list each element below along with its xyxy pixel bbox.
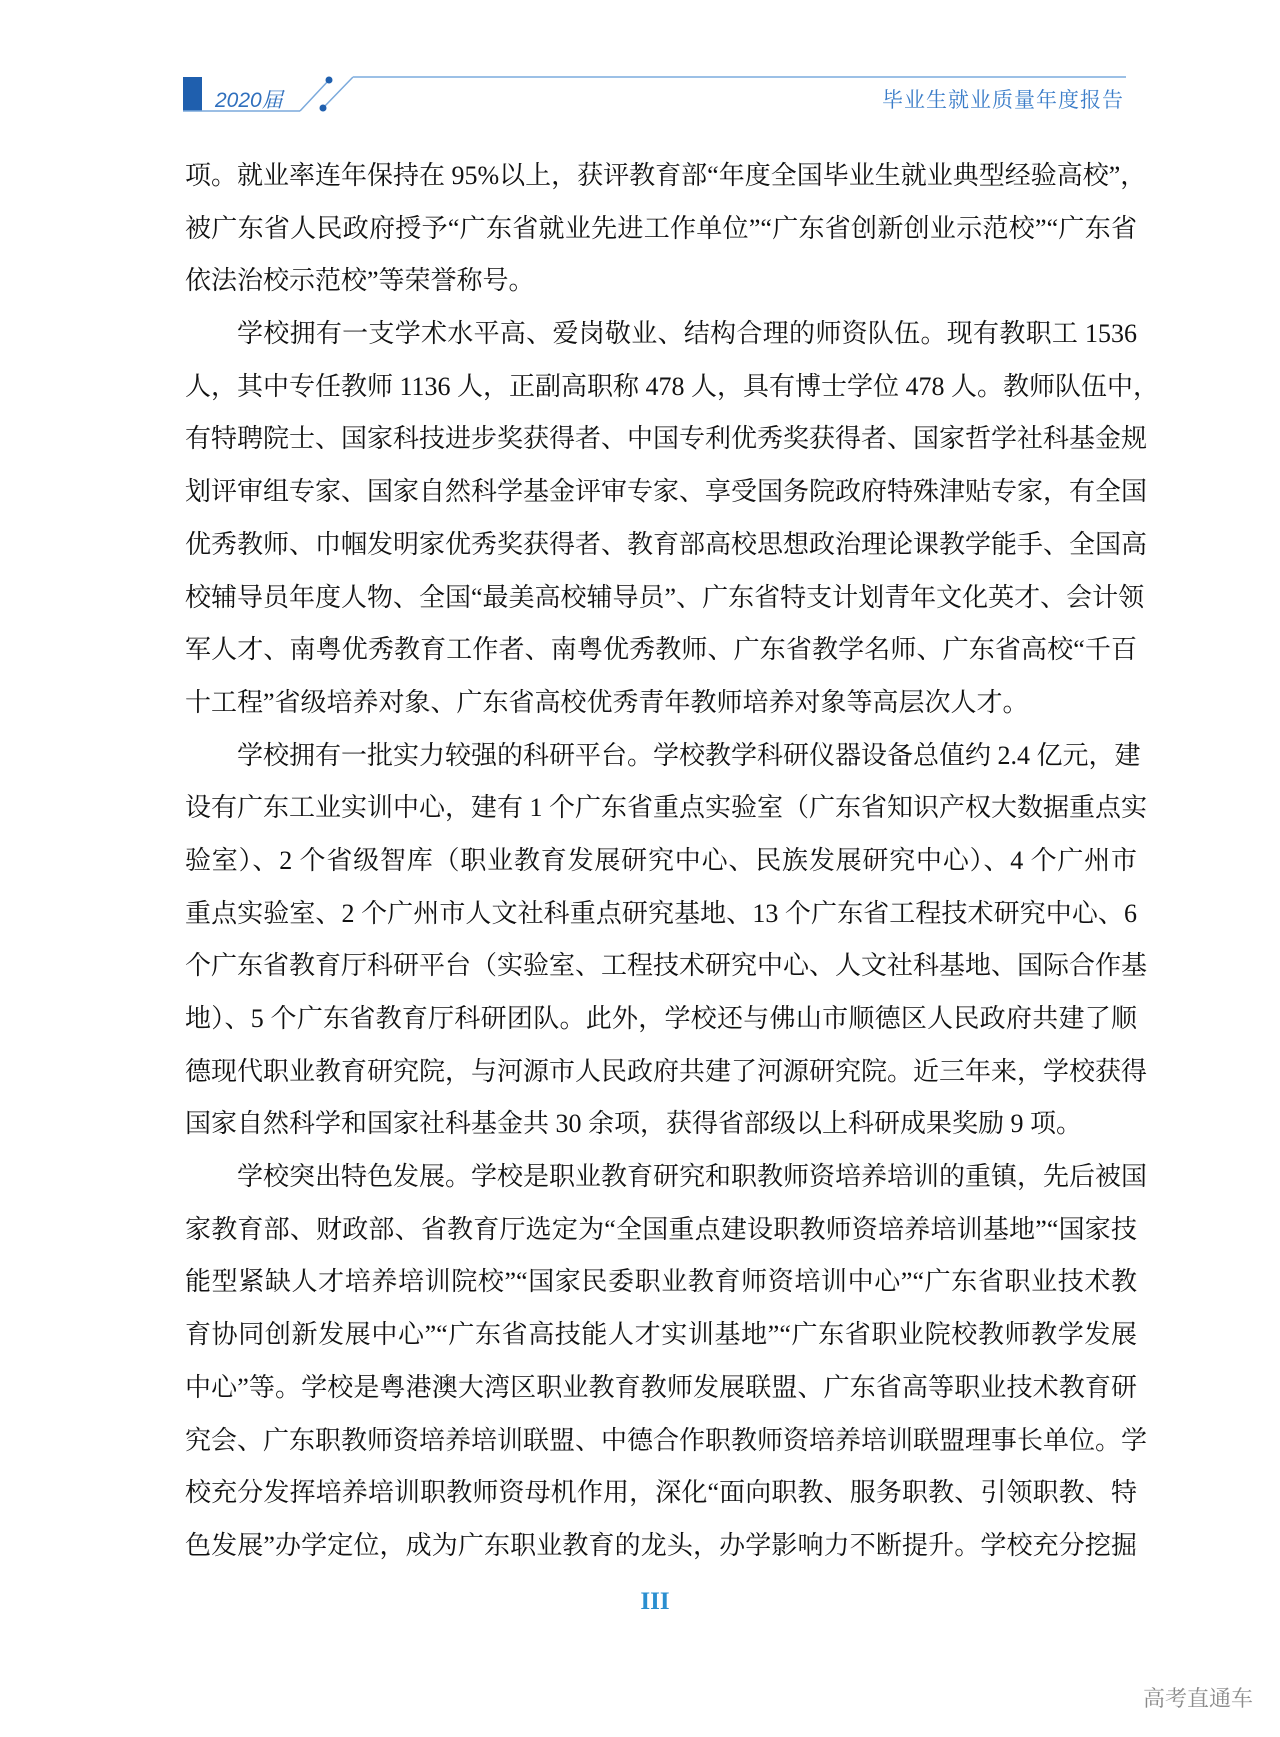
text-line: 中心”等。学校是粤港澳大湾区职业教育教师发展联盟、广东省高等职业技术教育研 bbox=[185, 1372, 1137, 1402]
text-line: 育协同创新发展中心”“广东省高技能人才实训基地”“广东省职业院校教师教学发展 bbox=[185, 1320, 1137, 1350]
text-line: 学校突出特色发展。学校是职业教育研究和职教师资培养培训的重镇，先后被国 bbox=[237, 1162, 1148, 1192]
page-number bbox=[0, 1588, 1280, 1616]
text-line: 能型紧缺人才培养培训院校”“国家民委职业教育师资培训中心”“广东省职业技术教 bbox=[185, 1267, 1137, 1297]
text-line: 个广东省教育厅科研平台（实验室、工程技术研究中心、人文社科基地、国际合作基 bbox=[185, 951, 1148, 981]
text-line: 国家自然科学和国家社科基金共 30 余项，获得省部级以上科研成果奖励 9 项。 bbox=[185, 1109, 1083, 1139]
text-line: 有特聘院士、国家科技进步奖获得者、中国专利优秀奖获得者、国家哲学社科基金规 bbox=[185, 424, 1148, 454]
text-line: 德现代职业教育研究院，与河源市人民政府共建了河源研究院。近三年来，学校获得 bbox=[185, 1056, 1148, 1086]
text-line: 被广东省人民政府授予“广东省就业先进工作单位”“广东省创新创业示范校”“广东省 bbox=[185, 213, 1137, 243]
text-line: 设有广东工业实训中心，建有 1 个广东省重点实验室（广东省知识产权大数据重点实 bbox=[185, 793, 1148, 823]
paragraph bbox=[185, 308, 1160, 730]
text-line: 划评审组专家、国家自然科学基金评审专家、享受国务院政府特殊津贴专家，有全国 bbox=[185, 477, 1148, 507]
text-line: 究会、广东职教师资培养培训联盟、中德合作职教师资培养培训联盟理事长单位。学 bbox=[185, 1425, 1148, 1455]
text-line: 家教育部、财政部、省教育厅选定为“全国重点建设职教师资培养培训基地”“国家技 bbox=[185, 1214, 1137, 1244]
header-year: 2020届 bbox=[215, 89, 283, 112]
text-line: 十工程”省级培养对象、广东省高校优秀青年教师培养对象等高层次人才。 bbox=[185, 687, 1029, 717]
text-line: 重点实验室、2 个广州市人文社科重点研究基地、13 个广东省工程技术研究中心、6 bbox=[185, 898, 1137, 928]
header-dot-icon bbox=[320, 105, 327, 112]
text-line: 人，其中专任教师 1136 人，正副高职称 478 人，具有博士学位 478 人。教师队伍中， bbox=[185, 371, 1160, 401]
text-line: 校辅导员年度人物、全国“最美高校辅导员”、广东省特支计划青年文化英才、会计领 bbox=[185, 582, 1145, 612]
header-dot-icon bbox=[326, 77, 333, 84]
document-body bbox=[185, 150, 1160, 1573]
text-line: 学校拥有一支学术水平高、爱岗敬业、结构合理的师资队伍。现有教职工 1536 bbox=[237, 319, 1137, 349]
header-title: 毕业生就业质量年度报告 bbox=[882, 89, 1124, 112]
text-line: 色发展”办学定位，成为广东职业教育的龙头，办学影响力不断提升。学校充分挖掘 bbox=[185, 1530, 1137, 1560]
watermark: 高考直通车 bbox=[1143, 1686, 1254, 1711]
text-line: 依法治校示范校”等荣誉称号。 bbox=[185, 266, 535, 296]
text-line: 校充分发挥培养培训职教师资母机作用，深化“面向职教、服务职教、引领职教、特 bbox=[185, 1478, 1137, 1508]
text-line: 军人才、南粤优秀教育工作者、南粤优秀教师、广东省教学名师、广东省高校“千百 bbox=[185, 635, 1137, 665]
text-line: 地）、5 个广东省教育厅科研团队。此外，学校还与佛山市顺德区人民政府共建了顺 bbox=[185, 1004, 1137, 1033]
text-line: 项。就业率连年保持在 95%以上，获评教育部“年度全国毕业生就业典型经验高校”， bbox=[185, 161, 1147, 190]
paragraph bbox=[185, 730, 1148, 1152]
paragraph bbox=[185, 1151, 1148, 1573]
page-number-text: III bbox=[640, 1588, 670, 1615]
text-line: 验室）、2 个省级智库（职业教育发展研究中心、民族发展研究中心）、4 个广州市 bbox=[185, 845, 1137, 875]
paragraph bbox=[185, 150, 1147, 308]
text-line: 学校拥有一批实力较强的科研平台。学校教学科研仪器设备总值约 2.4 亿元，建 bbox=[237, 740, 1141, 770]
text-line: 优秀教师、巾帼发明家优秀奖获得者、教育部高校思想政治理论课教学能手、全国高 bbox=[185, 529, 1148, 559]
